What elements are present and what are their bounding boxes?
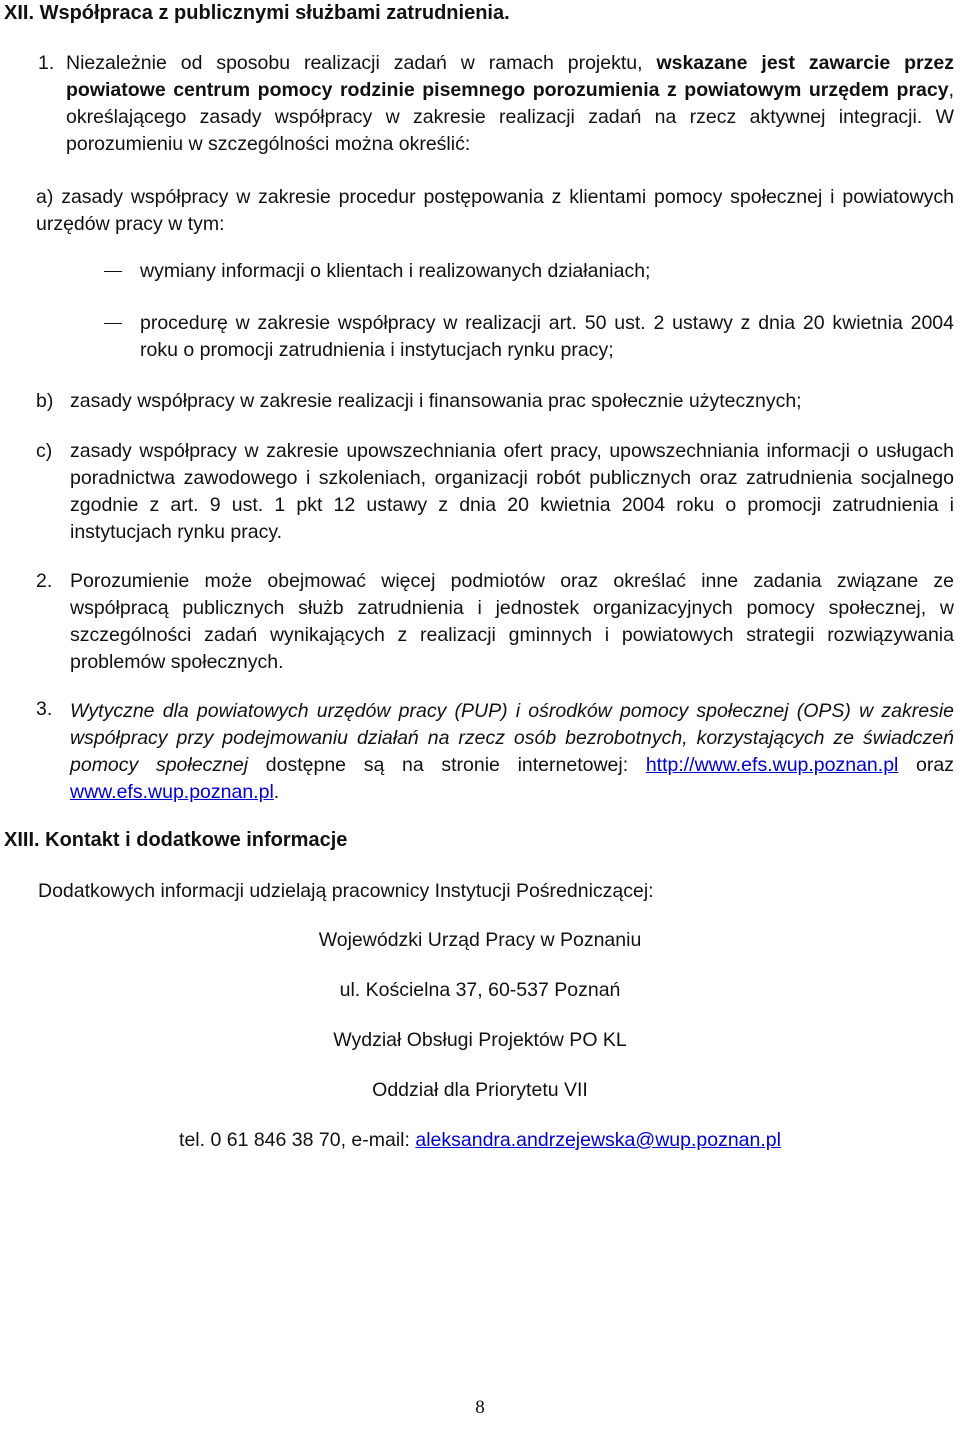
contact-address: ul. Kościelna 37, 60-537 Poznań (339, 979, 621, 1001)
paragraph-number-2: 2. (36, 570, 53, 592)
dash-bullet-1 (104, 271, 122, 272)
contact-phone-email (0, 1127, 960, 1154)
paragraph-1-text-b: , określającego zasady współpracy w zakresie realizacji zadań na rzecz aktywnej integracji. W porozumieniu w szczególności można określić: (66, 79, 954, 155)
paragraph-number-3: 3. (36, 698, 53, 720)
list-item-a-label: a) (36, 186, 54, 208)
list-item-b-label: b) (36, 390, 54, 412)
paragraph-2: Porozumienie może obejmować więcej podmiotów oraz określać inne zadania związane ze współpracą publicznych służb zatrudnienia i jednostek organizacyjnych pomocy społecznej, w szczególności zadań wynikających z realizacji gminnych i powiatowych strategii rozwiązywania problemów społecznych. (70, 570, 954, 673)
email-link[interactable]: aleksandra.andrzejewska@wup.poznan.pl (415, 1129, 781, 1151)
list-item-c-text: zasady współpracy w zakresie upowszechniania ofert pracy, upowszechniania informacji o usługach poradnictwa zawodowego i szkoleniach, organizacji robót publicznych oraz zatrudnienia socjalnego zgodnie z art. 9 ust. 1 pkt 12 ustawy z dnia 20 kwietnia 2004 roku o promocji zatrudnienia i instytucjach rynku pracy. (70, 440, 954, 543)
paragraph-1 (66, 50, 954, 158)
paragraph-1-text-a: Niezależnie od sposobu realizacji zadań w ramach projektu, (66, 52, 657, 74)
section-heading-xiii: XIII. Kontakt i dodatkowe informacje (4, 829, 348, 851)
list-item-c-label: c) (36, 440, 53, 462)
paragraph-1-bold: wskazane jest zawarcie przez powiatowe centrum pomocy rodzinie pisemnego porozumienia z powiatowym urzędem pracy (66, 52, 954, 101)
website-link-1[interactable]: http://www.efs.wup.poznan.pl (645, 754, 899, 776)
list-item-a (36, 184, 954, 238)
section-heading-xii: XII. Współpraca z publicznymi służbami zatrudnienia. (4, 2, 510, 24)
sub-item-2: procedurę w zakresie współpracy w realizacji art. 50 ust. 2 ustawy z dnia 20 kwietnia 2004 roku o promocji zatrudnienia i instytucjach rynku pracy; (140, 312, 954, 361)
list-item-b-text: zasady współpracy w zakresie realizacji i finansowania prac społecznie użytecznych; (70, 390, 802, 412)
page-number: 8 (475, 1397, 485, 1418)
contact-organization: Wojewódzki Urząd Pracy w Poznaniu (318, 929, 642, 951)
paragraph-3-italic: Wytyczne dla powiatowych urzędów pracy (PUP) i ośrodków pomocy społecznej (OPS) w zakresie współpracy przy podejmowaniu działań na rzecz osób bezrobotnych, korzystających ze świadczeń pomocy społecznej (70, 700, 954, 776)
sub-item-1: wymiany informacji o klientach i realizowanych działaniach; (140, 260, 651, 282)
paragraph-3-text-a: dostępne są na stronie internetowej: (248, 754, 646, 776)
paragraph-number-1: 1. (38, 52, 55, 74)
paragraph-3 (70, 698, 954, 806)
dash-bullet-2 (104, 323, 122, 324)
paragraph-3-text-c: . (273, 781, 280, 803)
contact-intro: Dodatkowych informacji udzielają pracownicy Instytucji Pośredniczącej: (38, 880, 654, 902)
contact-division: Oddział dla Priorytetu VII (372, 1079, 588, 1101)
contact-department: Wydział Obsługi Projektów PO KL (333, 1029, 627, 1051)
list-item-a-text: zasady współpracy w zakresie procedur postępowania z klientami pomocy społecznej i powiatowych urzędów pracy w tym: (36, 186, 954, 235)
website-link-2[interactable]: www.efs.wup.poznan.pl (70, 781, 274, 803)
contact-phone: tel. 0 61 846 38 70, e-mail: (179, 1129, 416, 1151)
paragraph-3-text-b: oraz (898, 754, 954, 776)
